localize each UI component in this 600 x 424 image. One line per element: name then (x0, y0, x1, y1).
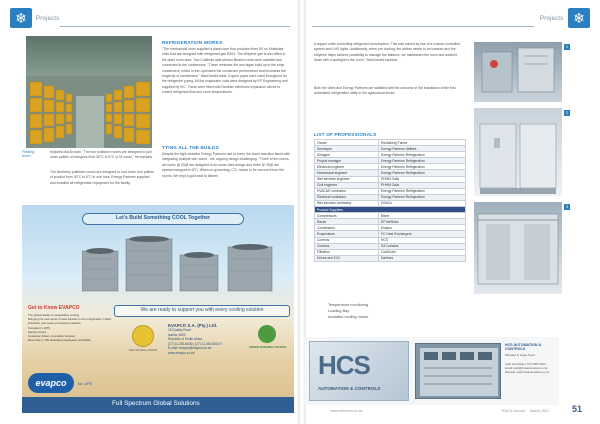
snowflake-icon: ❄ (568, 8, 590, 28)
supplier-heading: Product Suppliers (315, 207, 466, 213)
loading-bay-photo (474, 108, 562, 196)
professionals-table (314, 139, 466, 262)
ad-address3: Republic of South Africa (168, 337, 203, 342)
role-cell: Racks (315, 219, 379, 225)
company-cell: FC Heat Exchangers (379, 231, 466, 237)
natural-choice-badge (132, 325, 154, 347)
company-cell: Bitzer (379, 213, 466, 219)
company-cell: Energy Partners Utilities (379, 146, 466, 152)
tying-body: Despite the tight deadline Energy Partners had to meet, the team was also faced with integrating multiple site rooms - the ongoing design challenging. "Three of the rooms, all rooms @ 25@ are designed to do some sites design and three @ 25@ are special mangoes to 8°C. When on-grounding, CO₂ needs to be removed from the rooms. We kept a gold seal to fathers (162, 152, 290, 178)
refrigeration-body: "The mechanical room supplied a plant room that provides three 8V on Multiplate units that are designed with refrigerant gas R404. The ethylene gas is also fitted in the plant room area. Two Coldlinks side-stream filtration units were installed and connected to the condensers. "These minimise dirt and algae build up in the evap condensers, which in turn optimises the condenser performance and increases the longevity of condensers," MacDonald adds. Copper pipes were used throughout for the refrigerant piping. All the evaporator coils were designed by EP Engineering and supplied by KIC. These were fitted with Danfoss electronic expansion valves to control refrigerant flow and room temperatures. (162, 47, 288, 95)
company-cell: Energy Partners Refrigeration (379, 158, 466, 164)
role-cell: Drives and EVC (315, 255, 379, 261)
page-number: 51 (572, 404, 583, 414)
hcs-logo-panel (309, 341, 409, 401)
tying-heading: TYING ALL THE BUILDS (162, 145, 219, 150)
caption-text: explains MacDonald. "The four pulldown rooms are designed to pull down pallets of mangoes from 30°C to 8°C in 24 hours," he explains. (50, 150, 154, 160)
control-panel-image (415, 343, 501, 399)
ad-company: EVAPCO S.A. (Pty.) Ltd. (168, 323, 218, 328)
hcs-logo-sub: AUTOMATION & CONTROLS (318, 386, 381, 391)
role-cell: Mechanical engineer (315, 170, 379, 176)
badge1-label: THE NATURAL CHOICE (128, 349, 158, 352)
right-body-2: Both the client and Energy Partners are satisfied with the outcome of the installation of the first automated refrigeration utility in the agricultural sector. (314, 86, 456, 96)
caption-label: Finding room (22, 150, 35, 158)
ad-bullet: Customer driven, innovation focused (28, 334, 75, 339)
warehouse-photo (26, 36, 152, 148)
role-cell: HVAC&R contractor (315, 188, 379, 194)
company-cell: ColdCube (379, 249, 466, 255)
company-cell: DSACo (379, 200, 466, 206)
footer-website: www.refrimnet.co.za (330, 409, 363, 413)
caption-3: Insulated cooling rooms. (328, 315, 370, 319)
for-life-text: for LIFE (78, 381, 93, 386)
photo-number: 3 (565, 204, 569, 209)
company-cell: EP MeRoks (379, 219, 466, 225)
ad-bullet: Family owned (28, 329, 46, 334)
right-section-tag: Projects (540, 16, 564, 22)
footer-date: March 2021 (530, 409, 549, 413)
company-cell: Rocksberg Farms (379, 140, 466, 146)
hcs-sub: Situated in Cape Town (505, 353, 535, 357)
ad-address (168, 323, 248, 356)
hcs-title: HCS AUTOMATION & CONTROLS (505, 343, 542, 351)
role-cell: Wet services contractor (315, 200, 379, 206)
refrigeration-heading: REFRIGERATION WORKS (162, 40, 223, 45)
role-cell: Curtains (315, 243, 379, 249)
ad-phone: (27) 11-392-6630 | (27) 11-392-6615 F (168, 341, 223, 346)
hcs-advert (305, 337, 559, 405)
footer-magazine: RACA Journal (502, 409, 525, 413)
ad-bullet: More than 1,700 dedicated employees worldwide (28, 338, 91, 343)
hcs-logo: HCS (318, 350, 370, 380)
evapco-advert (22, 205, 294, 413)
right-body-1: a copper while controlling refrigerant consumption. This was solved by use of a custom-controlled system and LNG lights. Additionally, when pre-cooling, the airflow needs to be lowered and the ethylene helps achieve possibility to manage the balance, we maintained the room and added it down with a spotlight to the room," MacDonald explains. (314, 42, 460, 63)
ad-email: E-mail: evapco@evapco.co.za (168, 346, 212, 351)
company-cell: SA Curtains (379, 243, 466, 249)
green-building-badge (258, 325, 276, 343)
evapco-logo: evapco (28, 373, 74, 393)
temperature-monitoring-photo (474, 42, 562, 102)
company-cell: HCS (379, 237, 466, 243)
cooling-units-graphic (82, 229, 282, 299)
table-row (315, 255, 466, 261)
ad-website: www.evapco.co.za (168, 350, 195, 355)
ad-address2: Isando 1600 (168, 332, 186, 337)
role-cell: Owner (315, 140, 379, 146)
role-cell: Wet services engineer (315, 176, 379, 182)
hcs-line: Website: www.hcsautomation.co.za (505, 370, 549, 375)
snowflake-icon: ❄ (10, 8, 32, 28)
badge2-label: GREEN BUILDING COUNCIL (249, 345, 287, 349)
role-cell: Filtration (315, 249, 379, 255)
hcs-contact (505, 343, 557, 375)
ad-address1: 18 Quality Road (168, 328, 191, 332)
photo-number: 1 (565, 44, 569, 49)
ad-bullet: Bringing the new world of heat transfer to the refrigeration, HVAC, industrial, and power processing markets (28, 317, 112, 326)
company-cell: PHHM Galls (379, 182, 466, 188)
role-cell: Designer (315, 152, 379, 158)
company-cell: Evapco (379, 225, 466, 231)
header-rule-right (312, 26, 534, 27)
cooling-rooms-photo (474, 202, 562, 294)
ad-tagline: We are ready to support you with every cooling solution (140, 307, 264, 313)
ad-get-to-know: Get to Know EVAPCO (28, 305, 80, 311)
ad-bullet-list (28, 313, 112, 342)
left-section-tag: Projects (36, 16, 60, 22)
company-cell: Energy Partners Refrigeration (379, 170, 466, 176)
role-cell: Compressors (315, 213, 379, 219)
company-cell: Energy Partners Refrigeration (379, 152, 466, 158)
company-cell: Energy Partners Refrigeration (379, 194, 466, 200)
company-cell: Danfoss (379, 255, 466, 261)
hcs-line: Email: leah@hcsautomation.co.za (505, 366, 548, 371)
photo-number: 2 (565, 110, 569, 115)
company-cell: PHHM Galls (379, 176, 466, 182)
role-cell: Civil engineer (315, 182, 379, 188)
role-cell: Project manager (315, 158, 379, 164)
company-cell: Energy Partners Refrigeration (379, 164, 466, 170)
role-cell: Developer (315, 146, 379, 152)
role-cell: Controls (315, 237, 379, 243)
photo-captions (328, 302, 448, 320)
header-rule (60, 26, 290, 27)
ad-footer-slogan: Full Spectrum Global Solutions (112, 400, 200, 407)
hcs-line: Leah Hendrikse | 072 2006 3344 (505, 362, 546, 366)
company-cell: Energy Partners Refrigeration (379, 188, 466, 194)
role-cell: Electrical contractor (315, 194, 379, 200)
body-left-column: The blueberry pulldown rooms are designed to cool down four pallets of product from 30°C to 6°C in one hour. Energy Partners supplied and installed all refrigeration equipment for the facility. (50, 170, 154, 185)
ad-bullet: The global leader in evaporative cooling (28, 313, 80, 317)
caption-1: Temperature monitoring. (328, 303, 370, 307)
ad-banner: Let's Build Something COOL Together (115, 215, 211, 221)
caption-2: Loading Bay. (328, 309, 350, 313)
professionals-heading: LIST OF PROFESSIONALS (314, 132, 377, 137)
role-cell: Electrical engineer (315, 164, 379, 170)
ad-bullet: Founded in 1976 (28, 325, 50, 330)
role-cell: Condensers (315, 225, 379, 231)
role-cell: Evaporators (315, 231, 379, 237)
